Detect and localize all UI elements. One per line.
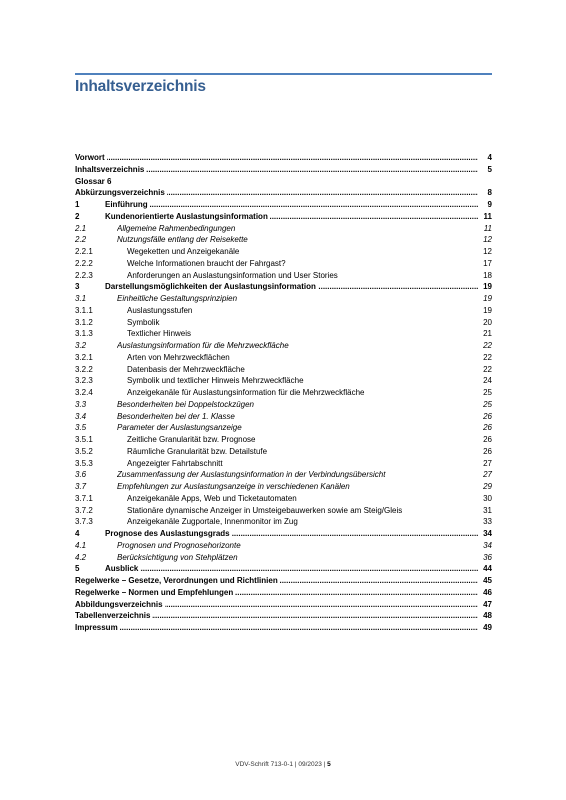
toc-entry-number: 2	[75, 211, 80, 221]
toc-entry-title-wrap	[75, 599, 478, 611]
toc-entry[interactable]	[75, 187, 492, 199]
toc-entry[interactable]	[75, 540, 492, 552]
toc-entry-page: 47	[483, 599, 492, 609]
toc-entry-number: 4.2	[75, 552, 87, 562]
toc-entry-title-wrap	[127, 516, 478, 528]
toc-entry-title-wrap	[127, 364, 478, 376]
toc-entry-title: Prognosen und Prognosehorizonte	[117, 540, 241, 550]
toc-entry-page: 29	[483, 482, 492, 491]
toc-entry-number: 3.3	[75, 399, 87, 409]
toc-entry-title-wrap	[127, 458, 478, 470]
toc-entry-page: 45	[483, 576, 492, 585]
toc-entry-title: Angezeigter Fahrtabschnitt	[127, 458, 223, 468]
toc-entry[interactable]	[75, 599, 492, 611]
page-title: Inhaltsverzeichnis	[75, 78, 206, 95]
toc-entry-title-wrap	[105, 281, 478, 293]
toc-entry[interactable]	[75, 234, 492, 246]
toc-entry-title-wrap	[127, 505, 478, 517]
toc-entry-page: 27	[483, 470, 492, 480]
toc-entry-title: Symbolik	[127, 317, 160, 327]
toc-entry[interactable]	[75, 199, 492, 211]
toc-entry[interactable]	[75, 399, 492, 411]
toc-entry-title-wrap	[75, 152, 478, 164]
toc-entry-title: Arten von Mehrzweckflächen	[127, 352, 230, 362]
toc-entry-title-wrap	[117, 223, 478, 235]
toc-entry-title-wrap	[75, 187, 478, 199]
toc-entry-title-wrap	[117, 340, 478, 352]
toc-entry-number: 5	[75, 564, 80, 574]
toc-entry-number: 3.7.2	[75, 505, 93, 515]
toc-entry-number: 4	[75, 529, 80, 538]
toc-entry-title-wrap	[127, 446, 478, 458]
toc-entry[interactable]	[75, 328, 492, 340]
toc-entry-title: Parameter der Auslastungsanzeige	[117, 423, 242, 433]
toc-entry-number: 3.5.3	[75, 458, 93, 468]
toc-entry-page: 8	[487, 188, 492, 198]
toc-entry-page: 24	[483, 376, 492, 386]
toc-entry-number: 2.2	[75, 235, 87, 245]
toc-entry-title: Anzeigekanäle Zugportale, Innenmonitor im Zug	[127, 517, 298, 527]
toc-entry-page: 5	[487, 164, 492, 174]
toc-entry-title: Prognose des Auslastungsgrads	[105, 529, 230, 538]
toc-entry[interactable]	[75, 246, 492, 258]
toc-entry-title: Vorwort	[75, 153, 105, 162]
toc-entry-title: Tabellenverzeichnis	[75, 611, 151, 621]
toc-entry[interactable]	[75, 469, 492, 481]
toc-entry-page: 22	[483, 352, 492, 362]
toc-entry[interactable]	[75, 552, 492, 564]
toc-entry[interactable]	[75, 305, 492, 317]
toc-entry-page: 26	[483, 446, 492, 456]
toc-entry[interactable]	[75, 622, 492, 634]
toc-entry-title: Anzeigekanäle für Auslastungsinformation für die Mehrzweckfläche	[127, 388, 365, 397]
toc-entry-title-wrap	[117, 552, 478, 564]
toc-entry-page: 26	[483, 435, 492, 444]
toc-entry-page: 4	[487, 153, 492, 162]
toc-entry-number: 2.1	[75, 223, 87, 233]
toc-entry[interactable]	[75, 223, 492, 235]
toc-entry[interactable]	[75, 528, 492, 540]
toc-entry-page: 21	[483, 329, 492, 339]
toc-entry-title-wrap	[127, 270, 478, 282]
toc-entry-page: 30	[483, 493, 492, 503]
toc-entry[interactable]	[75, 340, 492, 352]
toc-entry-page: 26	[483, 411, 492, 421]
toc-entry-page: 25	[483, 399, 492, 409]
toc-entry-number: 3.2	[75, 341, 87, 350]
toc-entry-title-wrap	[75, 575, 478, 587]
toc-entry-page: 11	[483, 223, 492, 233]
toc-entry-title-wrap	[75, 587, 478, 599]
toc-entry-title: Besonderheiten bei Doppelstockzügen	[117, 399, 254, 409]
toc-entry[interactable]	[75, 411, 492, 423]
toc-entry-page: 19	[483, 305, 492, 315]
toc-entry-number: 3.5	[75, 423, 87, 433]
toc-entry-title: Empfehlungen zur Auslastungsanzeige in verschiedenen Kanälen	[117, 482, 350, 491]
toc-entry-page: 36	[483, 552, 492, 562]
toc-entry-page: 27	[483, 458, 492, 468]
toc-entry-title-wrap	[117, 293, 478, 305]
toc-entry-title-wrap	[127, 317, 478, 329]
toc-entry-title-wrap	[75, 176, 478, 188]
title-rule	[75, 73, 492, 75]
toc-entry-title: Nutzungsfälle entlang der Reisekette	[117, 235, 248, 245]
toc-entry-page: 44	[483, 564, 492, 574]
toc-entry-title: Zeitliche Granularität bzw. Prognose	[127, 435, 256, 444]
toc-entry-title: Wegeketten und Anzeigekanäle	[127, 247, 240, 256]
toc-entry-title-wrap	[117, 540, 478, 552]
toc-entry[interactable]	[75, 211, 492, 223]
toc-entry-title: Anforderungen an Auslastungsinformation und User Stories	[127, 270, 338, 280]
toc-entry-title: Textlicher Hinweis	[127, 329, 192, 339]
toc-entry-title: Symbolik und textlicher Hinweis Mehrzweckfläche	[127, 376, 304, 386]
toc-entry-page: 12	[483, 247, 492, 256]
toc-entry-title-wrap	[117, 411, 478, 423]
toc-entry-number: 3.5.2	[75, 446, 93, 456]
toc-entry-page: 19	[483, 282, 492, 292]
toc-entry-page: 33	[483, 517, 492, 527]
toc-entry[interactable]	[75, 587, 492, 599]
toc-entry-title: Darstellungsmöglichkeiten der Auslastungsinformation	[105, 282, 316, 292]
toc-entry-number: 3.1.2	[75, 317, 93, 327]
toc-entry-number: 3.2.3	[75, 376, 93, 386]
toc-entry-number: 3.2.4	[75, 388, 93, 397]
toc-entry[interactable]	[75, 270, 492, 282]
toc-entry-number: 3.2.2	[75, 364, 93, 374]
toc-entry-number: 3.7	[75, 482, 87, 491]
toc-entry-page: 49	[483, 623, 492, 632]
toc-entry[interactable]	[75, 293, 492, 305]
toc-entry-page: 34	[483, 529, 492, 538]
toc-entry-page: 25	[483, 388, 492, 397]
toc-entry-title: Kundenorientierte Auslastungsinformation	[105, 211, 268, 221]
footer-text: VDV-Schrift 713-0-1 | 09/2023 |	[235, 761, 326, 768]
toc-entry-title-wrap	[127, 493, 478, 505]
toc-entry-page: 11	[483, 211, 492, 221]
toc-entry-title: Berücksichtigung von Stehplätzen	[117, 552, 238, 562]
toc-entry-title-wrap	[105, 563, 478, 575]
toc-entry[interactable]	[75, 493, 492, 505]
toc-entry-title: Auslastungsstufen	[127, 305, 193, 315]
toc-entry-number: 3.5.1	[75, 435, 93, 444]
toc-entry[interactable]	[75, 446, 492, 458]
toc-entry-title: Zusammenfassung der Auslastungsinformation in der Verbindungsübersicht	[117, 470, 386, 480]
toc-entry-title-wrap	[75, 164, 478, 176]
table-of-contents	[75, 152, 492, 634]
toc-entry[interactable]	[75, 317, 492, 329]
toc-entry-title: Welche Informationen braucht der Fahrgast?	[127, 258, 286, 268]
toc-entry[interactable]	[75, 458, 492, 470]
toc-entry-number: 3	[75, 282, 80, 292]
toc-entry-title: Anzeigekanäle Apps, Web und Ticketautomaten	[127, 493, 297, 503]
toc-entry-number: 3.7.1	[75, 493, 93, 503]
toc-entry[interactable]	[75, 563, 492, 575]
toc-entry-title-wrap	[105, 211, 478, 223]
toc-entry-title: Einheitliche Gestaltungsprinzipien	[117, 294, 238, 303]
toc-entry[interactable]	[75, 422, 492, 434]
toc-entry-title: Allgemeine Rahmenbedingungen	[117, 223, 236, 233]
toc-entry-number: 3.1.3	[75, 329, 93, 339]
toc-entry-page: 19	[483, 294, 492, 303]
toc-entry[interactable]	[75, 258, 492, 270]
toc-entry-title-wrap	[117, 399, 478, 411]
toc-entry-title-wrap	[75, 622, 478, 634]
toc-entry-page: 26	[483, 423, 492, 433]
toc-entry[interactable]	[75, 610, 492, 622]
toc-entry-page: 22	[483, 364, 492, 374]
toc-entry-title-wrap	[105, 528, 478, 540]
toc-entry-title-wrap	[127, 328, 478, 340]
toc-entry-title-wrap	[127, 246, 478, 258]
toc-entry-title-wrap	[127, 434, 478, 446]
toc-entry-title: Abkürzungsverzeichnis	[75, 188, 165, 198]
toc-entry-title: Stationäre dynamische Anzeiger in Umsteigebauwerken sowie am Steig/Gleis	[127, 505, 403, 515]
toc-entry[interactable]	[75, 375, 492, 387]
toc-entry-page: 31	[483, 505, 492, 515]
toc-entry-title-wrap	[127, 375, 478, 387]
toc-entry-title: Inhaltsverzeichnis	[75, 164, 145, 174]
toc-entry-title-wrap	[127, 352, 478, 364]
toc-entry-title: Impressum	[75, 623, 118, 632]
toc-entry-title-wrap	[127, 258, 478, 270]
toc-entry-number: 3.7.3	[75, 517, 93, 527]
toc-entry-number: 3.1.1	[75, 305, 93, 315]
toc-entry-page: 22	[483, 341, 492, 350]
toc-entry-title: Einführung	[105, 200, 148, 209]
toc-entry[interactable]	[75, 516, 492, 528]
toc-entry-number: 2.2.2	[75, 258, 93, 268]
toc-entry-page: 48	[483, 611, 492, 621]
toc-entry-title: Abbildungsverzeichnis	[75, 599, 163, 609]
toc-entry-title: Ausblick	[105, 564, 139, 574]
toc-entry[interactable]	[75, 352, 492, 364]
toc-entry-number: 3.4	[75, 411, 87, 421]
toc-entry-number: 1	[75, 200, 80, 209]
toc-entry-number: 3.2.1	[75, 352, 93, 362]
toc-entry-title: Auslastungsinformation für die Mehrzweckfläche	[117, 341, 289, 350]
toc-entry-title-wrap	[117, 469, 478, 481]
toc-entry-number: 3.1	[75, 294, 87, 303]
toc-entry-page: 20	[483, 317, 492, 327]
toc-entry[interactable]	[75, 387, 492, 399]
toc-entry-title-wrap	[127, 305, 478, 317]
toc-entry-page: 9	[487, 200, 492, 209]
toc-entry-number: 3.6	[75, 470, 87, 480]
toc-entry-number: 2.2.1	[75, 247, 93, 256]
toc-entry[interactable]	[75, 281, 492, 293]
toc-entry-page: 12	[483, 235, 492, 245]
toc-entry-title: Besonderheiten bei der 1. Klasse	[117, 411, 235, 421]
toc-entry[interactable]	[75, 364, 492, 376]
toc-entry-title-wrap	[75, 610, 478, 622]
toc-entry-title-wrap	[117, 234, 478, 246]
toc-entry-title-wrap	[127, 387, 478, 399]
toc-entry-title: Datenbasis der Mehrzweckfläche	[127, 364, 245, 374]
footer-page-number: 5	[327, 761, 331, 768]
toc-entry-page: 18	[483, 270, 492, 280]
toc-entry-title-wrap	[105, 199, 478, 211]
toc-entry[interactable]	[75, 176, 492, 188]
toc-entry[interactable]	[75, 164, 492, 176]
toc-entry-page: 17	[483, 258, 492, 268]
toc-entry-title-wrap	[117, 422, 478, 434]
toc-entry[interactable]	[75, 152, 492, 164]
toc-entry-page: 46	[483, 587, 492, 597]
toc-entry[interactable]	[75, 434, 492, 446]
toc-entry-title: Regelwerke – Normen und Empfehlungen	[75, 587, 234, 597]
toc-entry-title: Räumliche Granularität bzw. Detailstufe	[127, 446, 268, 456]
toc-entry-title: Glossar 6	[75, 176, 112, 186]
toc-entry[interactable]	[75, 505, 492, 517]
toc-entry[interactable]	[75, 575, 492, 587]
toc-entry-number: 2.2.3	[75, 270, 93, 280]
page-footer	[0, 761, 566, 768]
toc-entry-page: 34	[483, 540, 492, 550]
toc-entry-title-wrap	[117, 481, 478, 493]
toc-entry[interactable]	[75, 481, 492, 493]
toc-entry-number: 4.1	[75, 540, 87, 550]
toc-entry-title: Regelwerke – Gesetze, Verordnungen und Richtlinien	[75, 576, 278, 585]
